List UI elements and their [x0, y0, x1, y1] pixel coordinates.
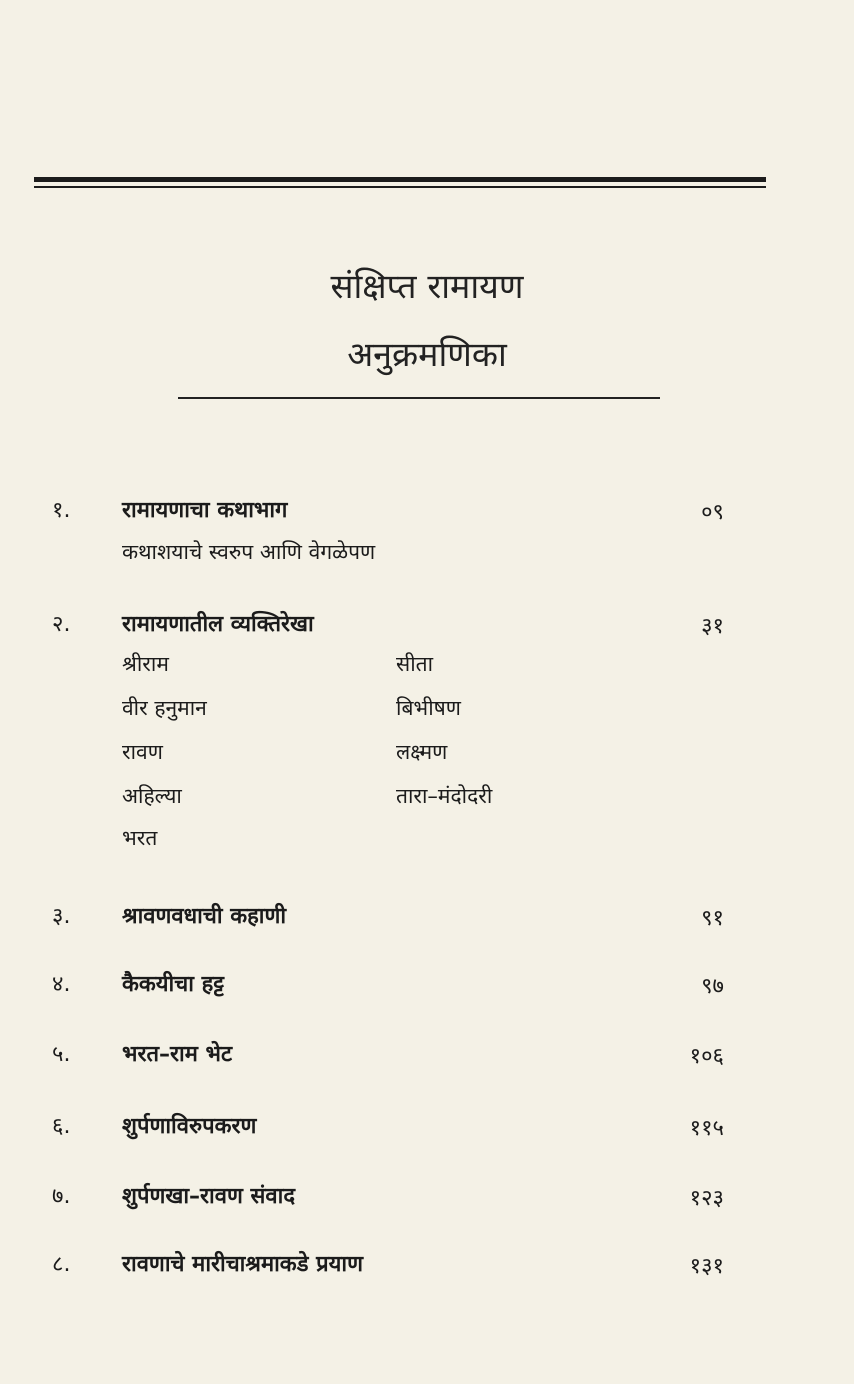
- entry-title: शुर्पणाविरुपकरण: [122, 1114, 257, 1139]
- top-rule-thin: [34, 186, 766, 188]
- entry-page: १२३: [689, 1186, 724, 1211]
- character-name: श्रीराम: [122, 652, 169, 676]
- entry-number: २.: [52, 612, 71, 637]
- entry-page: ०९: [701, 500, 724, 525]
- entry-number: ७.: [52, 1184, 71, 1209]
- character-name: वीर हनुमान: [122, 696, 207, 720]
- character-name: भरत: [122, 826, 158, 850]
- entry-number: ५.: [52, 1042, 71, 1067]
- entry-number: ३.: [52, 904, 71, 929]
- entry-page: १०६: [689, 1044, 724, 1069]
- character-name: अहिल्या: [122, 784, 182, 808]
- top-rule-thick: [34, 177, 766, 182]
- entry-number: ६.: [52, 1114, 71, 1139]
- book-title: संक्षिप्त रामायण: [330, 267, 524, 307]
- entry-page: ९१: [701, 906, 724, 931]
- character-name: तारा–मंदोदरी: [396, 784, 493, 808]
- entry-title: शुर्पणखा–रावण संवाद: [122, 1184, 296, 1209]
- entry-page: १३१: [689, 1254, 724, 1279]
- entry-number: ४.: [52, 972, 71, 997]
- entry-title: रावणाचे मारीचाश्रमाकडे प्रयाण: [122, 1252, 364, 1277]
- character-name: सीता: [396, 652, 434, 676]
- entry-subtitle: कथाशयाचे स्वरुप आणि वेगळेपण: [122, 540, 376, 564]
- entry-title: रामायणातील व्यक्तिरेखा: [122, 612, 314, 637]
- entry-page: ९७: [701, 974, 724, 999]
- heading-underline: [178, 397, 660, 399]
- entry-title: कैकयीचा हट्ट: [122, 972, 225, 997]
- character-name: बिभीषण: [396, 696, 461, 720]
- entry-title: रामायणाचा कथाभाग: [122, 498, 288, 523]
- contents-heading: अनुक्रमणिका: [347, 335, 507, 375]
- entry-page: ११५: [689, 1116, 724, 1141]
- character-name: लक्ष्मण: [396, 740, 448, 764]
- entry-title: भरत–राम भेट: [122, 1042, 233, 1067]
- entry-page: ३१: [701, 614, 724, 639]
- entry-number: ८.: [52, 1252, 71, 1277]
- character-name: रावण: [122, 740, 163, 764]
- entry-title: श्रावणवधाची कहाणी: [122, 904, 287, 929]
- entry-number: १.: [52, 498, 71, 523]
